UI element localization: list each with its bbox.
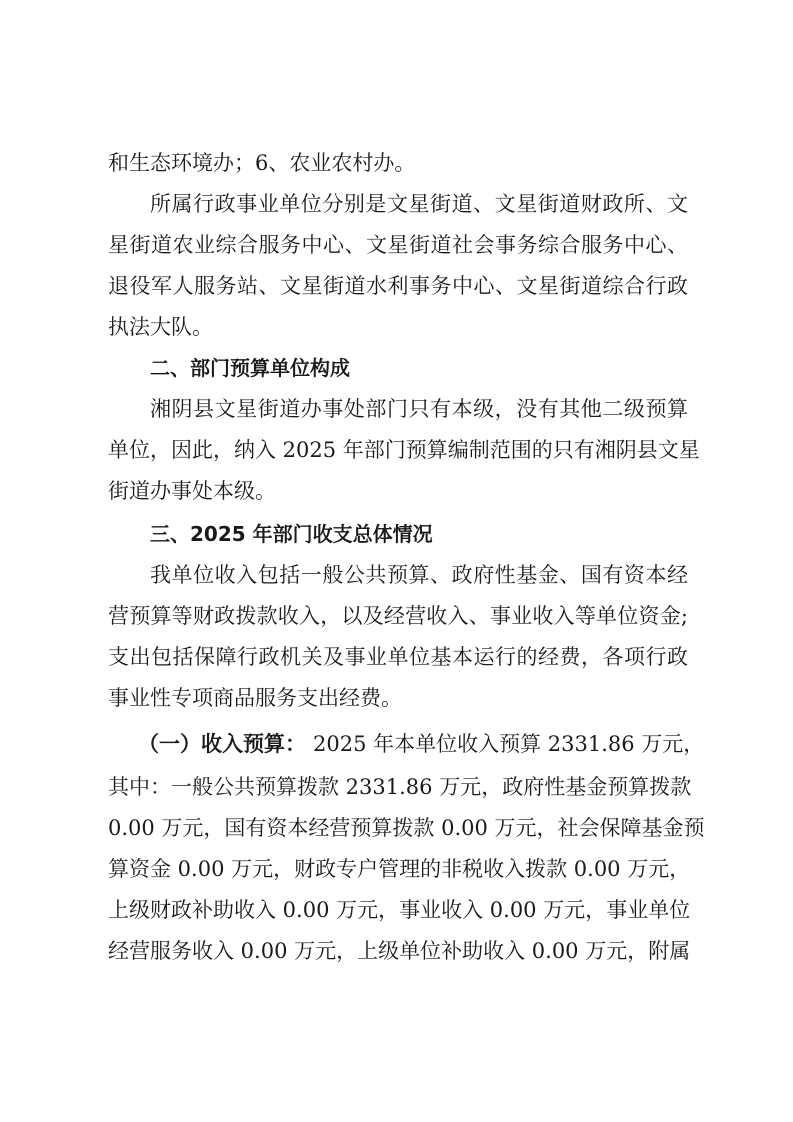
- paragraph-line: 单位，因此，纳入 2025 年部门预算编制范围的只有湘阴县文星: [108, 438, 700, 462]
- paragraph-line: 和生态环境办；6、农业农村办。: [108, 151, 416, 175]
- paragraph-line: 执法大队。: [108, 315, 213, 339]
- subsection-heading: （一）收入预算：: [138, 732, 306, 756]
- paragraph-line: 所属行政事业单位分别是文星街道、文星街道财政所、文: [150, 192, 688, 216]
- paragraph-line: 事业性专项商品服务支出经费。: [108, 686, 402, 710]
- paragraph-line: 星街道农业综合服务中心、文星街道社会事务综合服务中心、: [108, 233, 688, 257]
- paragraph-line: 支出包括保障行政机关及事业单位基本运行的经费，各项行政: [108, 645, 688, 669]
- paragraph-line: 0.00 万元，国有资本经营预算拨款 0.00 万元，社会保障基金预: [108, 816, 705, 840]
- paragraph-line: 算资金 0.00 万元，财政专户管理的非税收入拨款 0.00 万元，: [108, 857, 691, 881]
- paragraph-line: 街道办事处本级。: [108, 479, 276, 503]
- paragraph-line: 退役军人服务站、文星街道水利事务中心、文星街道综合行政: [108, 274, 688, 298]
- section-heading: 二、部门预算单位构成: [150, 356, 350, 380]
- paragraph-line: 2025 年本单位收入预算 2331.86 万元，: [313, 732, 705, 756]
- paragraph-line: 经营服务收入 0.00 万元，上级单位补助收入 0.00 万元，附属: [108, 939, 691, 963]
- section-heading: 三、2025 年部门收支总体情况: [150, 522, 433, 546]
- paragraph-line: 上级财政补助收入 0.00 万元，事业收入 0.00 万元，事业单位: [108, 898, 691, 922]
- paragraph-line: 湘阴县文星街道办事处部门只有本级，没有其他二级预算: [150, 397, 688, 421]
- paragraph-line: 我单位收入包括一般公共预算、政府性基金、国有资本经: [150, 563, 688, 587]
- paragraph-line: 其中：一般公共预算拨款 2331.86 万元，政府性基金预算拨款: [108, 775, 692, 799]
- paragraph-line: 营预算等财政拨款收入，以及经营收入、事业收入等单位资金;: [108, 604, 688, 628]
